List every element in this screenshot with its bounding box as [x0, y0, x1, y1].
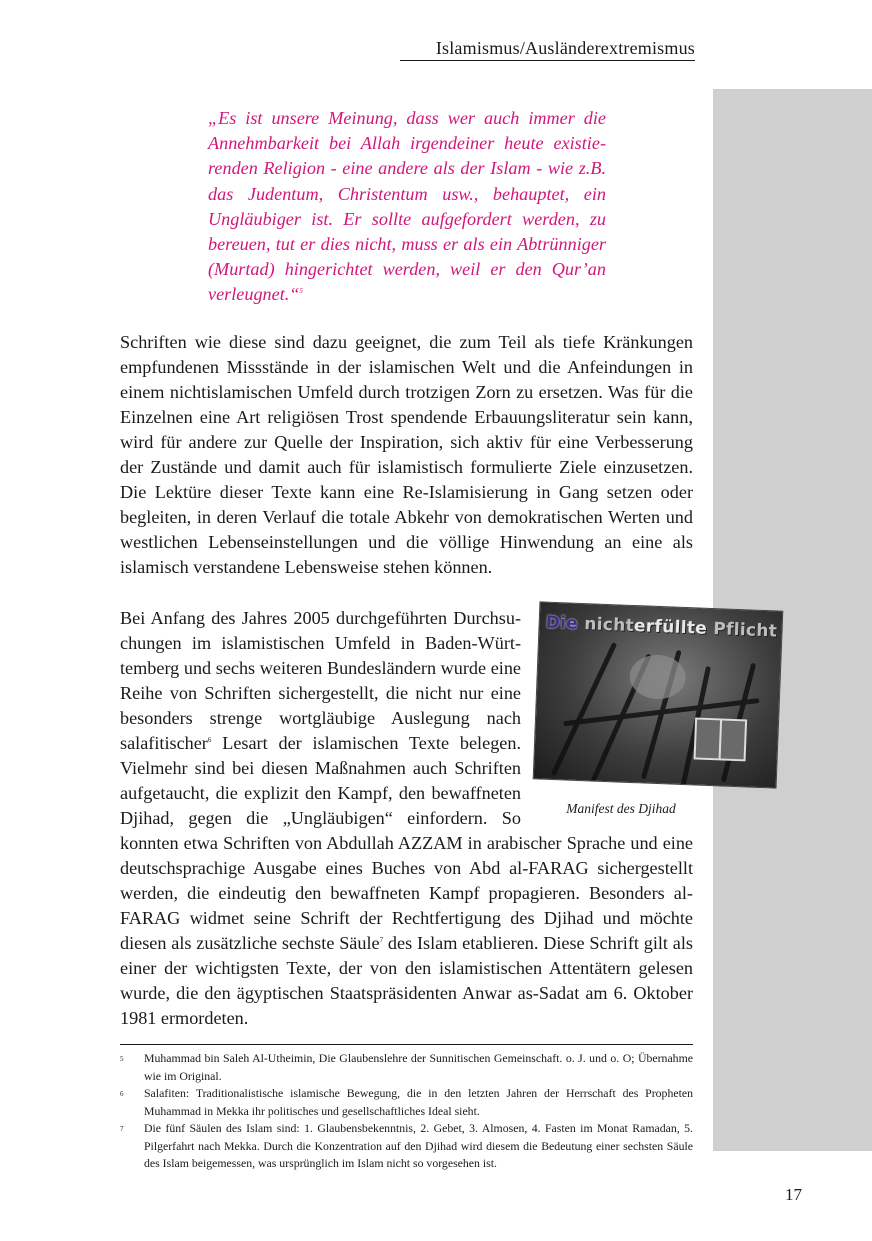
footnote-rule [120, 1044, 693, 1045]
page-number: 17 [785, 1185, 802, 1204]
body-paragraph-1: Schriften wie diese sind dazu geeignet, die zum Teil als tiefe Kränkungen empfundenen Missstände in der islamischen Welt und die Anfeindungen in einem nichtislamischen Umfeld durch trotzigen Zorn zu ersetzen. Was für die Einzelnen eine Art religiösen Trost spendende Erbauungsliteratur sein kann, wird für andere zur Quelle der Inspiration, sich aktiv für eine Verbesserung der Zustände und damit auch für islamistisch formulierte Ziele einzusetzen. Die Lektüre dieser Texte kann eine Re-Islamisierung in Gang setzen oder begleiten, in deren Verlauf die totale Abkehr von demokratischen Werten und westlichen Lebenseinstellungen und die völlige Hinwendung an eine als islamisch verstandene Lebensweise stehen können. [120, 332, 693, 577]
footnote-6: 6 Salafiten: Traditionalistische islamische Bewegung, die in den letzten Jahren der Herrschaft des Propheten Muhammad in Mekka ihr politisches und gesellschaftliches Ideal sieht. [120, 1086, 693, 1118]
figure-manifest [531, 606, 783, 824]
footnote-5: 5 Muhammad bin Saleh Al-Utheimin, Die Glaubenslehre der Sunnitischen Gemeinschaft. o. J. und o. O; Übernahme wie im Original. [120, 1051, 693, 1083]
footnote-ref-7: 7 [379, 935, 384, 944]
quote-footnote-ref: 5 [299, 287, 303, 296]
footnote-7: 7 Die fünf Säulen des Islam sind: 1. Glaubensbekenntnis, 2. Gebet, 3. Almosen, 4. Fasten im Monat Ramadan, 5. Pilgerfahrt nach Mekka. Durch die Konzentration auf den Djihad wird diesem die Bedeutung einer sechsten Säule des Islam beigemessen, was ursprünglich im Islam nicht so vorgesehen ist. [120, 1121, 693, 1170]
quote-text: „Es ist unsere Meinung, dass wer auch immer die Annehmbarkeit bei Allah irgendeiner heute existierenden Religion - eine andere als der Islam - wie z.B. das Judentum, Christentum usw., behauptet, ein Ungläubiger ist. Er sollte aufgefordert werden, zu bereuen, tut er dies nicht, muss er als ein Abtrünniger (Murtad) hingerichtet werden, weil er den Qur’an verleugnet.“ [208, 108, 606, 305]
footnotes [120, 1050, 693, 1173]
running-header: Islamismus/Ausländerextremismus [435, 38, 695, 58]
figure-caption: Manifest des Djihad [566, 801, 676, 816]
header-rule [400, 60, 695, 61]
body-paragraph-2: Die nichterfüllte Pflicht Manifest des Djihad Bei Anfang des Jahres 2005 durchgeführten Durchsuchungen im islamistischen Umfeld in Baden-Württemberg und sechs weiteren Bundesländern wurde eine Reihe von Schriften sichergestellt, die nicht nur eine besonders strenge wortgläubige Auslegung nach salafitischer$^6$ Lesart der islamischen Texte belegen. Vielmehr sind bei diesen Maßnahmen auch Schriften aufgetaucht, die explizit den Kampf, den bewaffneten Djihad, gegen die „Ungläubigen“ einfordern. So konnten etwa Schriften von Abdullah AZZAM in arabischer Sprache und eine deutschsprachige Ausgabe eines Buches von Abd al-FARAG sichergestellt werden, die eindeutig den bewaffneten Kampf propagieren. Besonders al-FARAG widmet seine Schrift der Rechtfertigung des Djihad und möchte diesen als zusätzliche sechste Säule$^7$ des Islam etablieren. Diese Schrift gilt als einer der wichtigsten Texte, der von den islamistischen Attentätern gelesen wurde, die den ägyptischen Staatspräsidenten Anwar as-Sadat am 6. Oktober 1981 ermordeten. [120, 606, 693, 1031]
pull-quote [208, 106, 606, 308]
photo-title: Die nichterfüllte Pflicht [545, 612, 778, 642]
footnote-ref-6: 6 [207, 735, 212, 744]
manifest-photo [533, 601, 784, 788]
